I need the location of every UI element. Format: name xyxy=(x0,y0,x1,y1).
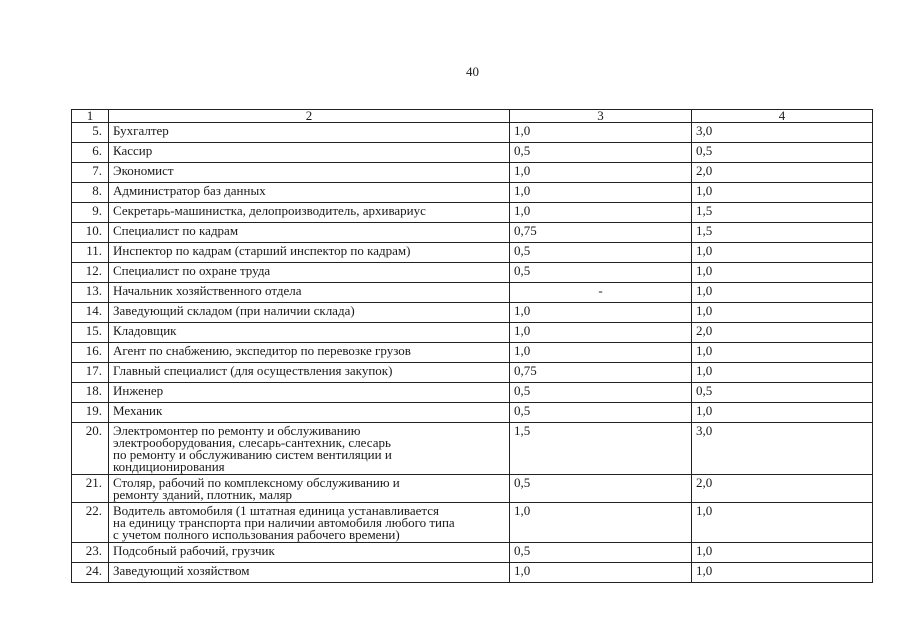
position-title: Подсобный рабочий, грузчик xyxy=(109,543,510,563)
col4-value: 1,0 xyxy=(692,243,873,263)
position-title: Агент по снабжению, экспедитор по перевозке грузов xyxy=(109,343,510,363)
position-title: Секретарь-машинистка, делопроизводитель, архивариус xyxy=(109,203,510,223)
row-number: 16. xyxy=(72,343,109,363)
col3-value: 1,0 xyxy=(510,123,692,143)
position-title: Столяр, рабочий по комплексному обслуживанию и ремонту зданий, плотник, маляр xyxy=(109,475,510,503)
col3-value: 0,5 xyxy=(510,383,692,403)
col4-value: 2,0 xyxy=(692,323,873,343)
col3-value: 0,5 xyxy=(510,543,692,563)
table-row xyxy=(72,283,873,303)
col4-value: 3,0 xyxy=(692,423,873,475)
col3-value: 0,75 xyxy=(510,223,692,243)
col4-value: 0,5 xyxy=(692,383,873,403)
table-row xyxy=(72,343,873,363)
col4-value: 1,0 xyxy=(692,503,873,543)
position-title: Главный специалист (для осуществления закупок) xyxy=(109,363,510,383)
col4-value: 1,0 xyxy=(692,183,873,203)
row-number: 23. xyxy=(72,543,109,563)
position-title: Бухгалтер xyxy=(109,123,510,143)
header-cell-2: 2 xyxy=(109,110,510,123)
position-title: Заведующий складом (при наличии склада) xyxy=(109,303,510,323)
row-number: 15. xyxy=(72,323,109,343)
header-cell-4: 4 xyxy=(692,110,873,123)
col4-value: 2,0 xyxy=(692,475,873,503)
position-title: Начальник хозяйственного отдела xyxy=(109,283,510,303)
table-row xyxy=(72,243,873,263)
col3-value: 1,0 xyxy=(510,503,692,543)
col4-value: 1,0 xyxy=(692,283,873,303)
row-number: 7. xyxy=(72,163,109,183)
table-row xyxy=(72,403,873,423)
position-title: Заведующий хозяйством xyxy=(109,563,510,583)
row-number: 20. xyxy=(72,423,109,475)
header-cell-1: 1 xyxy=(72,110,109,123)
col3-value: 0,75 xyxy=(510,363,692,383)
table-row xyxy=(72,563,873,583)
table-row xyxy=(72,303,873,323)
position-title: Инспектор по кадрам (старший инспектор по кадрам) xyxy=(109,243,510,263)
col3-value: 1,0 xyxy=(510,183,692,203)
row-number: 5. xyxy=(72,123,109,143)
row-number: 21. xyxy=(72,475,109,503)
position-title: Специалист по кадрам xyxy=(109,223,510,243)
col3-value: 1,5 xyxy=(510,423,692,475)
table-row xyxy=(72,423,873,475)
table-row xyxy=(72,223,873,243)
table-row xyxy=(72,183,873,203)
col4-value: 1,5 xyxy=(692,223,873,243)
row-number: 6. xyxy=(72,143,109,163)
row-number: 14. xyxy=(72,303,109,323)
table-row xyxy=(72,263,873,283)
header-cell-3: 3 xyxy=(510,110,692,123)
col3-value: 0,5 xyxy=(510,143,692,163)
col4-value: 1,0 xyxy=(692,263,873,283)
position-title: Кладовщик xyxy=(109,323,510,343)
col4-value: 3,0 xyxy=(692,123,873,143)
row-number: 18. xyxy=(72,383,109,403)
row-number: 8. xyxy=(72,183,109,203)
table-row xyxy=(72,383,873,403)
position-title: Кассир xyxy=(109,143,510,163)
table-row xyxy=(72,543,873,563)
col4-value: 1,0 xyxy=(692,543,873,563)
table-header-row xyxy=(72,110,873,123)
table-row xyxy=(72,475,873,503)
col4-value: 1,0 xyxy=(692,303,873,323)
row-number: 19. xyxy=(72,403,109,423)
row-number: 12. xyxy=(72,263,109,283)
row-number: 11. xyxy=(72,243,109,263)
row-number: 10. xyxy=(72,223,109,243)
col3-value: 1,0 xyxy=(510,563,692,583)
col3-value: 1,0 xyxy=(510,303,692,323)
col4-value: 0,5 xyxy=(692,143,873,163)
col3-value: - xyxy=(510,283,692,303)
row-number: 13. xyxy=(72,283,109,303)
col3-value: 0,5 xyxy=(510,243,692,263)
table-row xyxy=(72,503,873,543)
position-title: Механик xyxy=(109,403,510,423)
position-title: Администратор баз данных xyxy=(109,183,510,203)
staffing-table xyxy=(71,109,873,583)
position-title: Специалист по охране труда xyxy=(109,263,510,283)
table-row xyxy=(72,123,873,143)
col3-value: 1,0 xyxy=(510,323,692,343)
row-number: 9. xyxy=(72,203,109,223)
position-title: Электромонтер по ремонту и обслуживанию электрооборудования, слесарь-сантехник, слесарь по ремонту и обслуживанию систем вентиляции и кондиционирования xyxy=(109,423,510,475)
col4-value: 1,0 xyxy=(692,343,873,363)
row-number: 24. xyxy=(72,563,109,583)
position-title: Инженер xyxy=(109,383,510,403)
page-number: 40 xyxy=(466,64,479,79)
row-number: 17. xyxy=(72,363,109,383)
col3-value: 0,5 xyxy=(510,403,692,423)
col4-value: 1,0 xyxy=(692,403,873,423)
col3-value: 1,0 xyxy=(510,343,692,363)
col4-value: 1,0 xyxy=(692,363,873,383)
position-title: Водитель автомобиля (1 штатная единица устанавливается на единицу транспорта при наличии автомобиля любого типа с учетом полного использования рабочего времени) xyxy=(109,503,510,543)
col3-value: 0,5 xyxy=(510,475,692,503)
table-row xyxy=(72,363,873,383)
col4-value: 1,5 xyxy=(692,203,873,223)
col3-value: 0,5 xyxy=(510,263,692,283)
table-row xyxy=(72,323,873,343)
table-row xyxy=(72,143,873,163)
table-row xyxy=(72,203,873,223)
col4-value: 1,0 xyxy=(692,563,873,583)
row-number: 22. xyxy=(72,503,109,543)
position-title: Экономист xyxy=(109,163,510,183)
table-row xyxy=(72,163,873,183)
col3-value: 1,0 xyxy=(510,163,692,183)
col4-value: 2,0 xyxy=(692,163,873,183)
col3-value: 1,0 xyxy=(510,203,692,223)
